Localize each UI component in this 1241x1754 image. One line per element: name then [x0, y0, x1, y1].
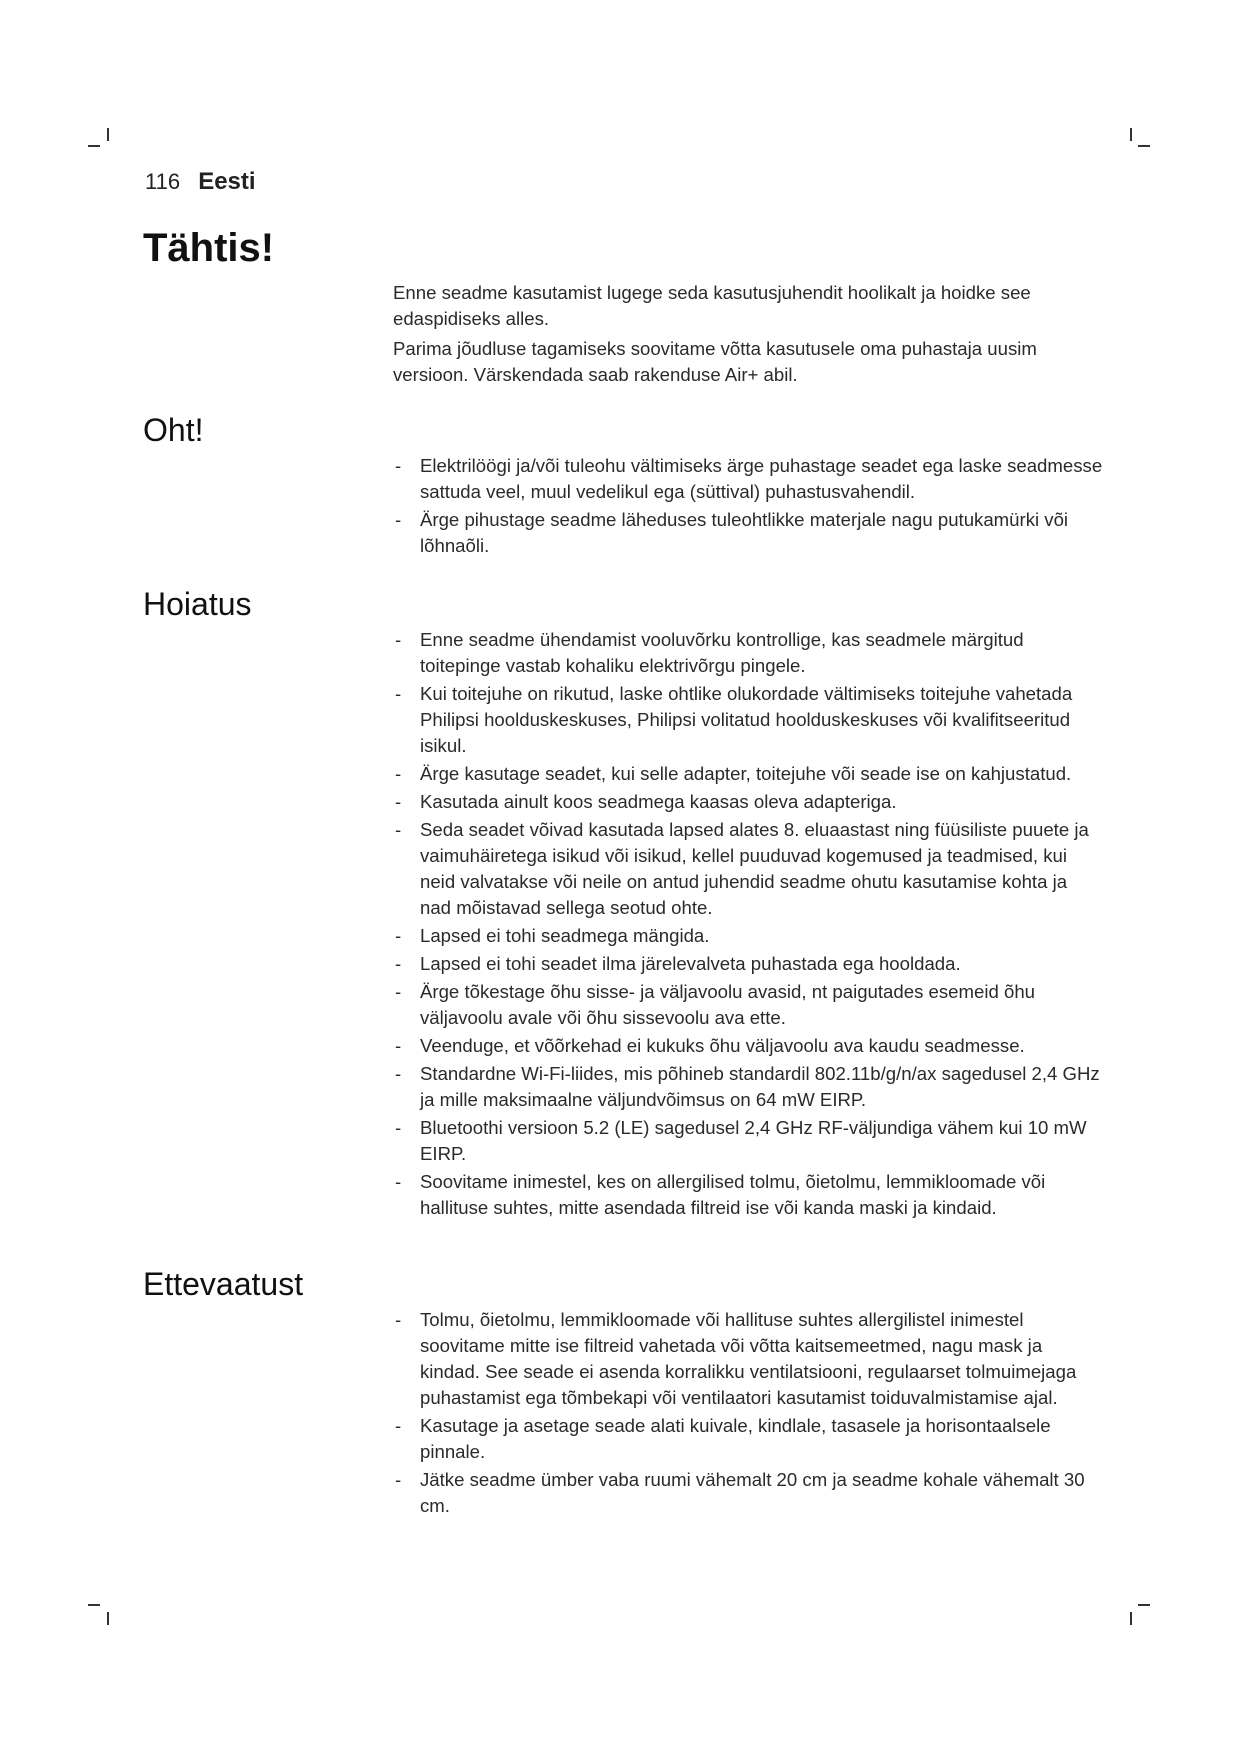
paragraph: Parima jõudluse tagamiseks soovitame võtta kasutusele oma puhastaja uusim versioon. Värskendada saab rakenduse Air+ abil.: [393, 338, 1037, 385]
list-item: - Enne seadme ühendamist vooluvõrku kontrollige, kas seadmele märgitud toitepinge vastab kohaliku elektrivõrgu pingele.: [393, 627, 1103, 679]
list-item: - Kui toitejuhe on rikutud, laske ohtlike olukordade vältimiseks toitejuhe vahetada Philipsi hoolduskeskuses, Philipsi volitatud hoolduskeskuses või kvalifitseeritud isikul.: [393, 681, 1103, 759]
crop-mark-bottom-left-v: [107, 1612, 109, 1625]
crop-mark-bottom-right-h: [1138, 1604, 1150, 1606]
list-item: - Standardne Wi-Fi-liides, mis põhineb standardil 802.11b/g/n/ax sagedusel 2,4 GHz ja mille maksimaalne väljundvõimsus on 64 mW EIRP.: [393, 1061, 1103, 1113]
section-title-tahtis: Tähtis!: [143, 226, 275, 270]
crop-mark-bottom-left-h: [88, 1604, 100, 1606]
list-hoiatus: [393, 627, 1103, 1221]
list-item: - Lapsed ei tohi seadmega mängida.: [393, 923, 1103, 949]
list-item: - Kasutada ainult koos seadmega kaasas oleva adapteriga.: [393, 789, 1103, 815]
page-header: [145, 168, 256, 196]
paragraph: Enne seadme kasutamist lugege seda kasutusjuhendit hoolikalt ja hoidke see edaspidiseks alles.: [393, 282, 1031, 329]
list-item: - Tolmu, õietolmu, lemmikloomade või hallituse suhtes allergilistel inimestel soovitame mitte ise filtreid vahetada või võtta kaitsemeetmed, nagu mask ja kindad. See seade ei asenda korralikku ventilatsiooni, regulaarset tolmuimejaga puhastamist ega tõmbekapi või ventilaatori kasutamist toiduvalmistamise ajal.: [393, 1307, 1103, 1411]
section-title-hoiatus: Hoiatus: [143, 586, 252, 622]
list-item: - Ärge pihustage seadme läheduses tuleohtlikke materjale nagu putukamürki või lõhnaõli.: [393, 507, 1103, 559]
crop-mark-top-left-v: [107, 128, 109, 141]
list-item: - Ärge kasutage seadet, kui selle adapter, toitejuhe või seade ise on kahjustatud.: [393, 761, 1103, 787]
list-item: - Soovitame inimestel, kes on allergilised tolmu, õietolmu, lemmikloomade või hallituse suhtes, mitte asendada filtreid ise või kanda maski ja kindaid.: [393, 1169, 1103, 1221]
section-body-oht: [393, 453, 1103, 561]
page-number: 116: [145, 169, 181, 194]
list-item: - Seda seadet võivad kasutada lapsed alates 8. eluaastast ning füüsiliste puuete ja vaimuhäiretega isikud või isikud, kellel puuduvad kogemused ja teadmised, kui neid valvatakse või neile on antud juhendid seadme ohutu kasutamise kohta ja nad mõistavad sellega seotud ohte.: [393, 817, 1103, 921]
section-title-ettevaatust: Ettevaatust: [143, 1266, 304, 1302]
section-body-hoiatus: [393, 627, 1103, 1223]
crop-mark-top-right-v: [1130, 128, 1132, 141]
list-item: - Kasutage ja asetage seade alati kuivale, kindlale, tasasele ja horisontaalsele pinnale.: [393, 1413, 1103, 1465]
list-oht: [393, 453, 1103, 559]
list-ettevaatust: [393, 1307, 1103, 1519]
crop-mark-top-left-h: [88, 145, 100, 147]
list-item: - Lapsed ei tohi seadet ilma järelevalveta puhastada ega hooldada.: [393, 951, 1103, 977]
section-body-tahtis: [393, 280, 1103, 392]
list-item: - Veenduge, et võõrkehad ei kukuks õhu väljavoolu ava kaudu seadmesse.: [393, 1033, 1103, 1059]
list-item: - Bluetoothi versioon 5.2 (LE) sagedusel 2,4 GHz RF-väljundiga vähem kui 10 mW EIRP.: [393, 1115, 1103, 1167]
section-title-oht: Oht!: [143, 412, 204, 448]
section-body-ettevaatust: [393, 1307, 1103, 1521]
crop-mark-bottom-right-v: [1130, 1612, 1132, 1625]
list-item: - Elektrilöögi ja/või tuleohu vältimiseks ärge puhastage seadet ega laske seadmesse sattuda veel, muul vedelikul ega (süttival) puhastusvahendil.: [393, 453, 1103, 505]
list-item: - Ärge tõkestage õhu sisse- ja väljavoolu avasid, nt paigutades esemeid õhu väljavoolu avale või õhu sissevoolu ava ette.: [393, 979, 1103, 1031]
crop-mark-top-right-h: [1138, 145, 1150, 147]
list-item: - Jätke seadme ümber vaba ruumi vähemalt 20 cm ja seadme kohale vähemalt 30 cm.: [393, 1467, 1103, 1519]
language-label: Eesti: [198, 168, 256, 195]
